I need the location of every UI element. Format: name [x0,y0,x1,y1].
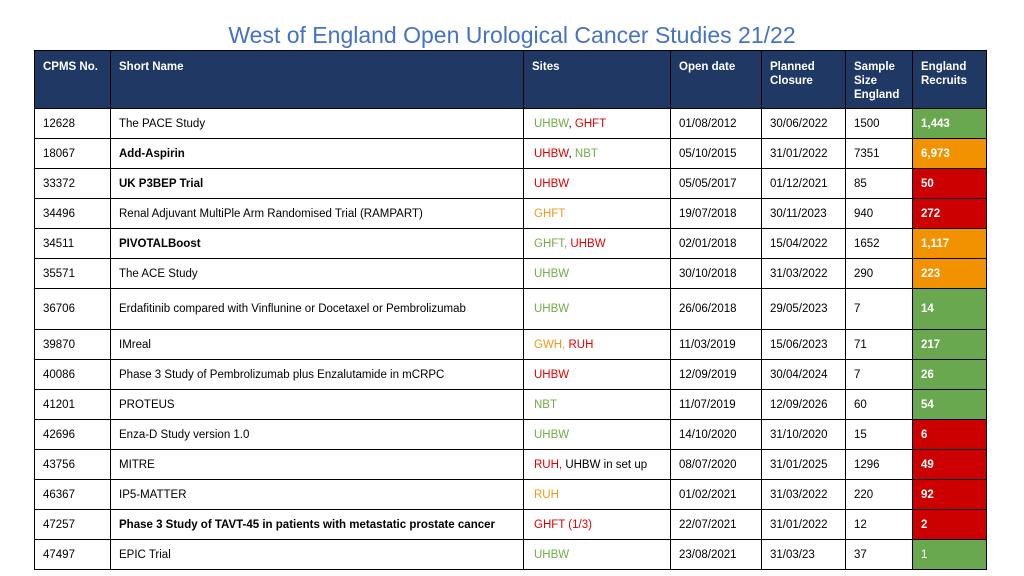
site-label: UHBW [534,428,570,441]
cell-sample-size: 220 [846,480,913,510]
site-label: GHFT (1/3) [534,518,592,531]
cell-england-recruits: 26 [913,360,987,390]
site-label: GWH, [534,338,569,351]
cell-cpms: 46367 [35,480,111,510]
cell-short-name: IP5-MATTER [111,480,524,510]
cell-cpms: 41201 [35,390,111,420]
table-row [35,139,987,169]
cell-planned-closure: 30/04/2024 [762,360,846,390]
cell-open-date: 12/09/2019 [671,360,762,390]
cell-cpms: 34496 [35,199,111,229]
site-label: UHBW [534,303,570,315]
cell-open-date: 30/10/2018 [671,259,762,289]
table-row [35,109,987,139]
cell-short-name: PROTEUS [111,390,524,420]
cell-cpms: 18067 [35,139,111,169]
table-row [35,289,987,330]
cell-sample-size: 7 [846,360,913,390]
cell-sample-size: 37 [846,540,913,570]
cell-cpms: 33372 [35,169,111,199]
cell-short-name: Phase 3 Study of Pembrolizumab plus Enzalutamide in mCRPC [111,360,524,390]
cell-planned-closure: 31/03/23 [762,540,846,570]
cell-sites [524,199,671,229]
cell-england-recruits: 14 [913,289,987,330]
cell-cpms: 39870 [35,330,111,360]
cell-sample-size: 15 [846,420,913,450]
cell-planned-closure: 31/01/2022 [762,139,846,169]
site-label: NBT [534,398,557,411]
cell-sites [524,510,671,540]
cell-cpms: 35571 [35,259,111,289]
site-label: UHBW [534,548,570,561]
cell-planned-closure: 31/01/2022 [762,510,846,540]
cell-short-name: PIVOTALBoost [111,229,524,259]
cell-england-recruits: 1,117 [913,229,987,259]
cell-cpms: 12628 [35,109,111,139]
cell-planned-closure: 31/01/2025 [762,450,846,480]
header-planned-closure: Planned Closure [762,51,846,109]
cell-sites [524,390,671,420]
site-label: UHBW in set up [565,458,648,471]
cell-sites [524,109,671,139]
cell-cpms: 47257 [35,510,111,540]
cell-short-name: IMreal [111,330,524,360]
studies-table [34,50,987,570]
site-label: UHBW [534,368,570,381]
cell-sites [524,259,671,289]
cell-open-date: 19/07/2018 [671,199,762,229]
cell-open-date: 11/07/2019 [671,390,762,420]
header-sample-size: Sample Size England [846,51,913,109]
cell-open-date: 14/10/2020 [671,420,762,450]
cell-short-name: Renal Adjuvant MultiPle Arm Randomised Trial (RAMPART) [111,199,524,229]
table-row [35,330,987,360]
site-label: , [568,117,575,130]
cell-short-name: MITRE [111,450,524,480]
cell-england-recruits: 2 [913,510,987,540]
cell-sites [524,420,671,450]
table-row [35,229,987,259]
cell-sample-size: 7 [846,289,913,330]
cell-england-recruits: 223 [913,259,987,289]
cell-planned-closure: 30/11/2023 [762,199,846,229]
site-label: GHFT [534,207,566,220]
cell-england-recruits: 92 [913,480,987,510]
cell-short-name: UK P3BEP Trial [111,169,524,199]
site-label: RUH [534,488,559,501]
site-label: NBT [574,147,598,160]
cell-sample-size: 12 [846,510,913,540]
cell-cpms: 40086 [35,360,111,390]
table-row [35,390,987,420]
cell-sample-size: 940 [846,199,913,229]
cell-short-name: The ACE Study [111,259,524,289]
site-label: UHBW [570,237,606,250]
table-row [35,540,987,570]
header-sites: Sites [524,51,671,109]
cell-planned-closure: 31/03/2022 [762,480,846,510]
cell-cpms: 34511 [35,229,111,259]
cell-sites [524,450,671,480]
cell-planned-closure: 30/06/2022 [762,109,846,139]
site-label: UHBW [534,117,569,130]
cell-sample-size: 1500 [846,109,913,139]
cell-england-recruits: 49 [913,450,987,480]
site-label: GHFT, [534,237,571,250]
header-short-name: Short Name [111,51,524,109]
cell-sample-size: 7351 [846,139,913,169]
cell-open-date: 05/10/2015 [671,139,762,169]
site-label: RUH [568,338,594,351]
header-england-recruits: England Recruits [913,51,987,109]
page-title: West of England Open Urological Cancer Studies 21/22 [228,22,796,48]
cell-cpms: 36706 [35,289,111,330]
cell-open-date: 22/07/2021 [671,510,762,540]
cell-open-date: 01/02/2021 [671,480,762,510]
cell-planned-closure: 15/04/2022 [762,229,846,259]
cell-planned-closure: 12/09/2026 [762,390,846,420]
cell-short-name: EPIC Trial [111,540,524,570]
cell-sites [524,229,671,259]
cell-sample-size: 1652 [846,229,913,259]
cell-england-recruits: 272 [913,199,987,229]
cell-open-date: 11/03/2019 [671,330,762,360]
cell-sites [524,289,671,330]
cell-england-recruits: 50 [913,169,987,199]
cell-open-date: 08/07/2020 [671,450,762,480]
site-label: RUH, [534,458,566,471]
cell-open-date: 05/05/2017 [671,169,762,199]
header-cpms: CPMS No. [35,51,111,109]
cell-cpms: 47497 [35,540,111,570]
cell-sample-size: 1296 [846,450,913,480]
table-row [35,169,987,199]
site-label: UHBW [534,147,569,160]
header-open-date: Open date [671,51,762,109]
cell-sample-size: 71 [846,330,913,360]
cell-open-date: 23/08/2021 [671,540,762,570]
cell-planned-closure: 01/12/2021 [762,169,846,199]
cell-short-name: Erdafitinib compared with Vinflunine or Docetaxel or Pembrolizumab [111,289,524,330]
cell-open-date: 02/01/2018 [671,229,762,259]
table-row [35,450,987,480]
cell-short-name: Enza-D Study version 1.0 [111,420,524,450]
table-header-row [35,51,987,109]
cell-sample-size: 60 [846,390,913,420]
cell-short-name: Phase 3 Study of TAVT-45 in patients with metastatic prostate cancer [111,510,524,540]
cell-sites [524,169,671,199]
cell-planned-closure: 29/05/2023 [762,289,846,330]
cell-sample-size: 290 [846,259,913,289]
cell-sample-size: 85 [846,169,913,199]
cell-open-date: 01/08/2012 [671,109,762,139]
site-label: UHBW [534,267,570,280]
cell-short-name: The PACE Study [111,109,524,139]
cell-sites [524,360,671,390]
table-row [35,259,987,289]
site-label: UHBW [534,177,570,190]
table-row [35,199,987,229]
cell-planned-closure: 31/03/2022 [762,259,846,289]
cell-england-recruits: 6,973 [913,139,987,169]
cell-cpms: 43756 [35,450,111,480]
cell-cpms: 42696 [35,420,111,450]
cell-sites [524,139,671,169]
site-label: , [568,147,575,160]
table-row [35,510,987,540]
cell-short-name: Add-Aspirin [111,139,524,169]
cell-england-recruits: 1,443 [913,109,987,139]
cell-england-recruits: 54 [913,390,987,420]
table-row [35,480,987,510]
table-row [35,420,987,450]
cell-sites [524,480,671,510]
site-label: GHFT [574,117,607,130]
table-body [35,109,987,570]
cell-open-date: 26/06/2018 [671,289,762,330]
table-row [35,360,987,390]
cell-england-recruits: 217 [913,330,987,360]
cell-england-recruits: 6 [913,420,987,450]
cell-sites [524,540,671,570]
cell-planned-closure: 31/10/2020 [762,420,846,450]
cell-england-recruits: 1 [913,540,987,570]
cell-planned-closure: 15/06/2023 [762,330,846,360]
cell-sites [524,330,671,360]
